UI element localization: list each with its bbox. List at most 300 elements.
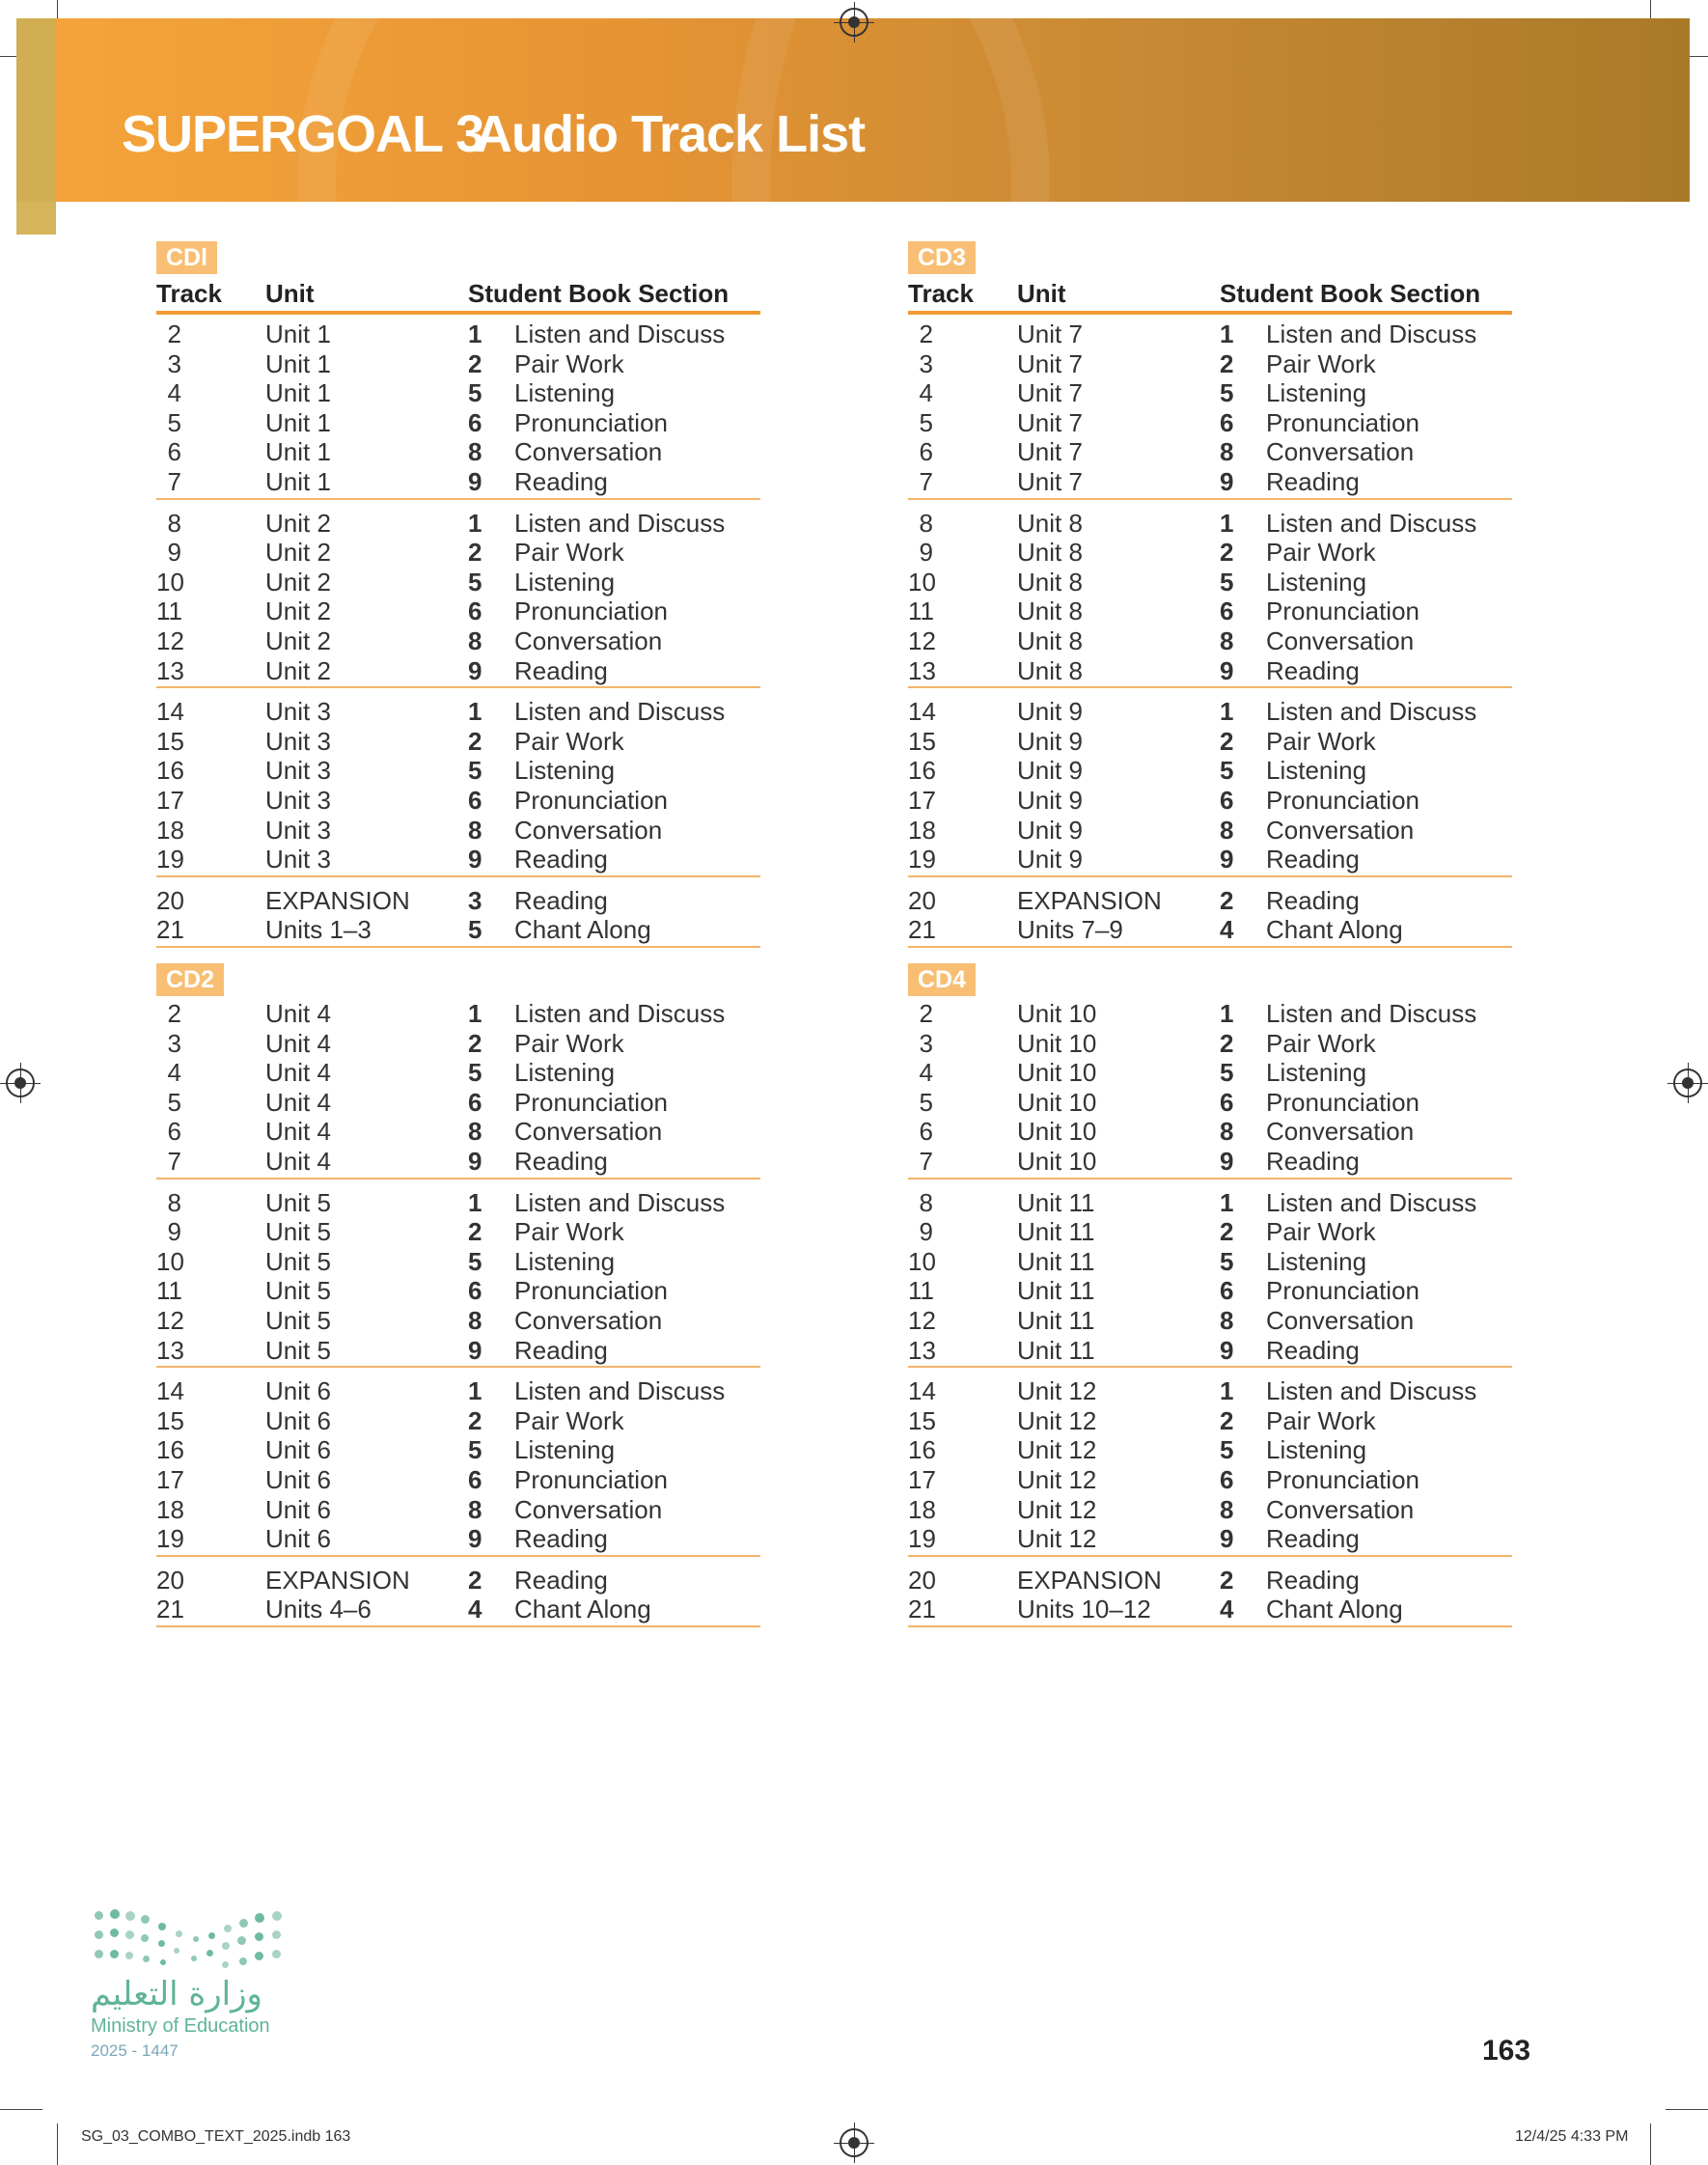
section-number: 1: [1220, 319, 1234, 348]
section-name: Listen and Discuss: [514, 1376, 726, 1406]
unit-name: Unit 4: [265, 1058, 331, 1088]
section-number: 5: [1220, 567, 1234, 597]
section-name: Pair Work: [514, 1405, 624, 1435]
section-number: 6: [468, 407, 482, 437]
unit-name: Units 4–6: [265, 1595, 372, 1624]
section-number: 2: [468, 1028, 482, 1058]
track-number: 7: [167, 467, 181, 496]
unit-name: Unit 1: [265, 407, 331, 437]
section-name: Listening: [514, 1435, 616, 1465]
section-number: 3: [468, 885, 482, 915]
section-name: Pair Work: [1266, 1028, 1376, 1058]
unit-name: Unit 9: [1017, 845, 1083, 874]
logo-arabic-text: وزارة التعليم: [91, 1975, 262, 2013]
table-row: [908, 1524, 1512, 1553]
track-number: 5: [167, 407, 181, 437]
track-number: 16: [156, 1435, 184, 1465]
section-name: Reading: [1266, 1335, 1360, 1365]
unit-name: Unit 1: [265, 348, 331, 378]
section-number: 9: [1220, 467, 1234, 496]
registration-mark-icon: [1673, 1069, 1702, 1097]
logo-dot: [110, 1929, 119, 1937]
track-number: 13: [908, 655, 936, 685]
track-number: 13: [156, 1335, 184, 1365]
section-name: Listen and Discuss: [1266, 319, 1477, 348]
unit-name: Unit 7: [1017, 467, 1083, 496]
group-divider: [908, 1555, 1512, 1557]
group-divider: [156, 1178, 760, 1180]
track-number: 17: [156, 1465, 184, 1494]
section-number: 8: [468, 437, 482, 467]
section-number: 2: [1220, 1565, 1234, 1595]
logo-dot: [158, 1940, 165, 1947]
footer-date: 12/4/25 4:33 PM: [1515, 2128, 1629, 2145]
table-row: [908, 509, 1512, 538]
track-number: 16: [156, 756, 184, 786]
logo-dot: [193, 1936, 199, 1942]
table-row: [908, 1406, 1512, 1435]
logo-dot: [110, 1909, 120, 1919]
table-row: [156, 1117, 760, 1146]
header-rule: [156, 311, 760, 315]
track-number: 21: [908, 1595, 936, 1624]
unit-name: Unit 8: [1017, 597, 1083, 626]
table-row: [156, 319, 760, 348]
track-number: 18: [908, 1494, 936, 1524]
section-name: Chant Along: [1266, 915, 1403, 945]
unit-name: Units 1–3: [265, 915, 372, 945]
logo-dot: [174, 1948, 179, 1954]
table-row: [908, 1247, 1512, 1276]
unit-name: Unit 10: [1017, 1028, 1097, 1058]
section-number: 6: [1220, 1465, 1234, 1494]
section-number: 1: [1220, 508, 1234, 538]
table-row: [908, 597, 1512, 625]
table-row: [156, 597, 760, 625]
unit-name: Unit 1: [265, 378, 331, 408]
section-name: Listening: [514, 1246, 616, 1276]
unit-name: Unit 4: [265, 1028, 331, 1058]
table-row: [156, 915, 760, 944]
table-row: [156, 1465, 760, 1494]
table-row: [908, 378, 1512, 407]
section-number: 2: [1220, 726, 1234, 756]
table-row: [908, 1495, 1512, 1524]
table-row: [156, 408, 760, 437]
group-divider: [908, 498, 1512, 500]
table-row: [908, 999, 1512, 1028]
table-row: [156, 1524, 760, 1553]
section-number: 2: [468, 1565, 482, 1595]
track-number: 20: [156, 885, 184, 915]
table-row: [156, 1247, 760, 1276]
section-number: 8: [1220, 815, 1234, 845]
track-number: 11: [908, 597, 934, 626]
section-number: 9: [1220, 845, 1234, 874]
table-row: [908, 1306, 1512, 1335]
unit-name: Unit 10: [1017, 999, 1097, 1028]
section-name: Pair Work: [1266, 348, 1376, 378]
section-name: Conversation: [1266, 437, 1415, 467]
unit-name: Unit 7: [1017, 407, 1083, 437]
section-name: Listen and Discuss: [514, 999, 726, 1028]
unit-name: EXPANSION: [1017, 885, 1162, 915]
logo-dot: [255, 1913, 264, 1923]
section-number: 1: [1220, 999, 1234, 1028]
section-number: 6: [1220, 1276, 1234, 1306]
table-row: [156, 845, 760, 874]
section-name: Reading: [1266, 1565, 1360, 1595]
section-number: 9: [1220, 655, 1234, 685]
logo-dot: [239, 1919, 248, 1928]
unit-name: Unit 2: [265, 538, 331, 568]
track-number: 3: [919, 1028, 933, 1058]
unit-name: Unit 2: [265, 508, 331, 538]
table-row: [908, 1058, 1512, 1087]
table-row: [908, 1147, 1512, 1176]
section-name: Reading: [1266, 467, 1360, 496]
unit-name: Unit 11: [1017, 1217, 1095, 1247]
section-number: 2: [1220, 1217, 1234, 1247]
section-number: 9: [468, 1524, 482, 1554]
section-number: 4: [1220, 915, 1234, 945]
unit-name: Unit 6: [265, 1376, 331, 1406]
ministry-logo: [91, 1907, 303, 2061]
track-number: 4: [919, 1058, 933, 1088]
section-name: Pair Work: [1266, 538, 1376, 568]
section-number: 9: [468, 655, 482, 685]
unit-name: Unit 9: [1017, 786, 1083, 815]
track-number: 13: [156, 655, 184, 685]
table-row: [908, 319, 1512, 348]
track-number: 5: [919, 1087, 933, 1117]
table-row: [156, 1188, 760, 1217]
track-number: 18: [156, 815, 184, 845]
track-number: 11: [156, 1276, 182, 1306]
table-row: [908, 1276, 1512, 1305]
unit-name: Unit 5: [265, 1246, 331, 1276]
table-row: [908, 1595, 1512, 1624]
table-row: [156, 656, 760, 685]
section-name: Pair Work: [1266, 1405, 1376, 1435]
track-number: 3: [919, 348, 933, 378]
unit-name: Unit 2: [265, 597, 331, 626]
group-divider: [156, 1366, 760, 1368]
section-number: 8: [468, 1494, 482, 1524]
track-number: 17: [156, 786, 184, 815]
section-number: 9: [1220, 1335, 1234, 1365]
track-number: 15: [156, 1405, 184, 1435]
unit-name: Unit 3: [265, 756, 331, 786]
section-name: Pronunciation: [514, 1465, 668, 1494]
section-name: Reading: [514, 1147, 608, 1176]
section-number: 8: [1220, 1494, 1234, 1524]
logo-dot: [95, 1930, 103, 1939]
section-number: 8: [1220, 1117, 1234, 1147]
table-row: [156, 786, 760, 815]
track-number: 10: [908, 1246, 936, 1276]
section-number: 8: [1220, 437, 1234, 467]
table-row: [156, 756, 760, 785]
logo-dot: [237, 1936, 246, 1945]
crop-mark: [1666, 2109, 1708, 2110]
unit-name: Unit 10: [1017, 1087, 1097, 1117]
section-name: Reading: [514, 1335, 608, 1365]
table-row: [156, 1495, 760, 1524]
unit-name: Unit 6: [265, 1494, 331, 1524]
section-name: Conversation: [514, 626, 663, 655]
section-name: Listen and Discuss: [514, 1187, 726, 1217]
table-row: [156, 1088, 760, 1117]
section-name: Conversation: [1266, 1306, 1415, 1335]
table-row: [156, 999, 760, 1028]
group-divider: [156, 875, 760, 877]
section-number: 2: [468, 1405, 482, 1435]
section-name: Listen and Discuss: [514, 319, 726, 348]
unit-name: Unit 8: [1017, 655, 1083, 685]
section-number: 6: [468, 786, 482, 815]
page-number: 163: [1482, 2035, 1531, 2067]
table-row: [156, 1376, 760, 1405]
track-number: 12: [908, 1306, 936, 1335]
track-number: 18: [908, 815, 936, 845]
logo-year: 2025 - 1447: [91, 2041, 179, 2060]
table-row: [908, 568, 1512, 597]
section-name: Pair Work: [514, 1028, 624, 1058]
table-row: [908, 816, 1512, 845]
section-name: Listen and Discuss: [1266, 508, 1477, 538]
cd-label: CD3: [908, 241, 976, 274]
track-number: 4: [167, 1058, 181, 1088]
table-row: [908, 886, 1512, 915]
crop-mark: [57, 2123, 58, 2165]
cd-label: CD4: [908, 963, 976, 996]
section-number: 5: [468, 1435, 482, 1465]
unit-name: Unit 10: [1017, 1147, 1097, 1176]
logo-dot: [158, 1923, 166, 1930]
logo-dot: [272, 1911, 282, 1921]
track-number: 19: [908, 1524, 936, 1554]
logo-dot: [255, 1952, 263, 1960]
unit-name: Unit 8: [1017, 538, 1083, 568]
unit-name: Unit 3: [265, 697, 331, 727]
unit-name: Unit 5: [265, 1335, 331, 1365]
track-number: 3: [167, 348, 181, 378]
unit-name: Unit 12: [1017, 1465, 1097, 1494]
logo-dot: [239, 1957, 247, 1965]
section-name: Pronunciation: [514, 407, 668, 437]
unit-name: Unit 9: [1017, 726, 1083, 756]
track-number: 8: [167, 1187, 181, 1217]
cd-label: CDl: [156, 241, 217, 274]
section-number: 5: [1220, 378, 1234, 408]
track-number: 20: [908, 1565, 936, 1595]
table-row: [156, 697, 760, 726]
table-row: [156, 626, 760, 655]
registration-mark-icon: [840, 8, 868, 37]
table-row: [908, 1465, 1512, 1494]
section-name: Conversation: [514, 437, 663, 467]
track-number: 10: [908, 567, 936, 597]
section-number: 5: [468, 756, 482, 786]
section-number: 1: [468, 999, 482, 1028]
group-divider: [908, 946, 1512, 948]
track-number: 17: [908, 1465, 936, 1494]
unit-name: Unit 2: [265, 655, 331, 685]
track-number: 21: [908, 915, 936, 945]
table-row: [908, 1336, 1512, 1365]
table-row: [156, 1029, 760, 1058]
logo-dot: [125, 1911, 135, 1921]
section-name: Conversation: [514, 1117, 663, 1147]
logo-dot: [272, 1950, 281, 1958]
logo-dot: [143, 1956, 150, 1962]
track-number: 20: [156, 1565, 184, 1595]
track-number: 19: [908, 845, 936, 874]
column-header-track: Track: [908, 279, 974, 308]
logo-dot: [110, 1950, 119, 1958]
section-name: Pair Work: [1266, 726, 1376, 756]
section-number: 2: [468, 1217, 482, 1247]
section-name: Listen and Discuss: [1266, 999, 1477, 1028]
track-number: 9: [919, 1217, 933, 1247]
logo-dot: [222, 1961, 229, 1968]
group-divider: [156, 1625, 760, 1627]
section-name: Listening: [1266, 567, 1367, 597]
track-number: 6: [167, 1117, 181, 1147]
section-name: Listening: [1266, 1435, 1367, 1465]
section-number: 5: [468, 1246, 482, 1276]
section-name: Pronunciation: [1266, 1465, 1419, 1494]
section-name: Listening: [514, 567, 616, 597]
group-divider: [156, 498, 760, 500]
unit-name: Unit 12: [1017, 1435, 1097, 1465]
table-row: [156, 1058, 760, 1087]
logo-dot: [125, 1930, 134, 1939]
table-row: [156, 437, 760, 466]
group-divider: [908, 1625, 1512, 1627]
section-number: 8: [1220, 626, 1234, 655]
section-name: Pair Work: [514, 538, 624, 568]
section-name: Conversation: [514, 1494, 663, 1524]
section-number: 9: [468, 1335, 482, 1365]
page-title: Audio Track List: [475, 105, 866, 163]
unit-name: Unit 3: [265, 726, 331, 756]
section-number: 6: [468, 1465, 482, 1494]
track-number: 7: [167, 1147, 181, 1176]
column-header-section: Student Book Section: [468, 279, 730, 308]
section-name: Reading: [1266, 885, 1360, 915]
section-number: 5: [468, 915, 482, 945]
section-number: 1: [1220, 1376, 1234, 1406]
track-number: 14: [908, 1376, 936, 1406]
track-number: 12: [908, 626, 936, 655]
section-number: 6: [1220, 786, 1234, 815]
logo-dot: [160, 1959, 166, 1965]
section-number: 2: [1220, 348, 1234, 378]
track-number: 19: [156, 1524, 184, 1554]
section-name: Chant Along: [514, 1595, 651, 1624]
section-number: 8: [468, 626, 482, 655]
table-row: [156, 1595, 760, 1624]
section-name: Reading: [1266, 1147, 1360, 1176]
table-row: [156, 816, 760, 845]
track-number: 14: [908, 697, 936, 727]
track-number: 2: [919, 319, 933, 348]
crop-mark: [1650, 2123, 1651, 2165]
table-row: [908, 727, 1512, 756]
section-name: Reading: [1266, 845, 1360, 874]
section-number: 1: [468, 1376, 482, 1406]
section-name: Reading: [514, 655, 608, 685]
section-number: 6: [1220, 597, 1234, 626]
section-number: 5: [1220, 1246, 1234, 1276]
unit-name: Unit 7: [1017, 378, 1083, 408]
column-header-track: Track: [156, 279, 222, 308]
section-name: Listen and Discuss: [1266, 1187, 1477, 1217]
unit-name: Unit 6: [265, 1524, 331, 1554]
section-name: Chant Along: [514, 915, 651, 945]
footer-file: SG_03_COMBO_TEXT_2025.indb 163: [81, 2128, 351, 2145]
unit-name: Unit 6: [265, 1405, 331, 1435]
table-row: [156, 886, 760, 915]
section-name: Listen and Discuss: [1266, 1376, 1477, 1406]
track-number: 21: [156, 915, 184, 945]
table-row: [908, 756, 1512, 785]
table-row: [908, 1376, 1512, 1405]
table-row: [908, 626, 1512, 655]
unit-name: Unit 12: [1017, 1376, 1097, 1406]
header-rule: [908, 311, 1512, 315]
group-divider: [156, 946, 760, 948]
table-row: [156, 1566, 760, 1595]
section-name: Listening: [514, 378, 616, 408]
section-number: 5: [468, 378, 482, 408]
logo-dot: [208, 1932, 215, 1939]
track-number: 10: [156, 567, 184, 597]
track-number: 7: [919, 467, 933, 496]
section-number: 6: [1220, 1087, 1234, 1117]
unit-name: Unit 2: [265, 626, 331, 655]
unit-name: Units 7–9: [1017, 915, 1123, 945]
track-number: 17: [908, 786, 936, 815]
section-name: Listen and Discuss: [514, 697, 726, 727]
unit-name: EXPANSION: [1017, 1565, 1162, 1595]
track-number: 5: [919, 407, 933, 437]
table-row: [156, 1435, 760, 1464]
section-number: 5: [1220, 1058, 1234, 1088]
unit-name: Unit 6: [265, 1465, 331, 1494]
track-number: 8: [167, 508, 181, 538]
brand-title: SUPERGOAL 3: [122, 105, 484, 163]
section-name: Conversation: [514, 1306, 663, 1335]
table-row: [156, 1336, 760, 1365]
track-number: 2: [919, 999, 933, 1028]
logo-dot: [272, 1930, 281, 1939]
logo-dots-icon: [91, 1907, 293, 1969]
table-row: [156, 727, 760, 756]
track-number: 4: [167, 378, 181, 408]
track-number: 10: [156, 1246, 184, 1276]
unit-name: Unit 1: [265, 437, 331, 467]
section-name: Pair Work: [514, 348, 624, 378]
track-number: 6: [919, 1117, 933, 1147]
section-number: 2: [468, 538, 482, 568]
unit-name: Unit 3: [265, 815, 331, 845]
table-row: [908, 1029, 1512, 1058]
section-number: 1: [1220, 697, 1234, 727]
track-number: 19: [156, 845, 184, 874]
